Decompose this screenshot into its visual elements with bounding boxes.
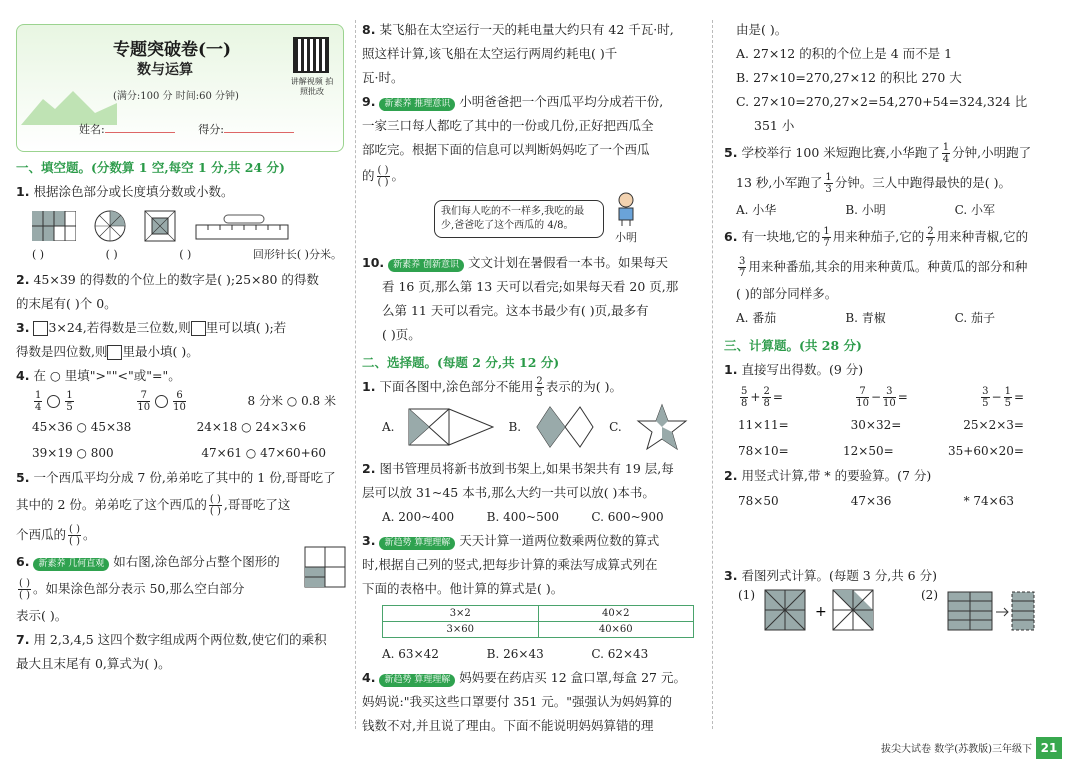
compare-item: 7 10 6 10 (137, 390, 186, 413)
question-text: 用来种茄子,它的 (832, 229, 925, 244)
question-text: 根据涂色部分或长度填分数或小数。 (33, 184, 234, 199)
column-divider (355, 20, 356, 729)
question-number: 2. (16, 272, 30, 287)
choice-6-line: ( )的部分同样多。 (736, 286, 838, 301)
question-text: 妈妈要在药店买 12 盒口罩,每盒 27 元。 (459, 670, 686, 685)
question-text: 用来种番茄,其余的用来种黄瓜。种黄瓜的部分和种 (748, 259, 1028, 274)
column-middle (362, 18, 696, 738)
calc-item[interactable]: 3 5 − 1 5 = (982, 386, 1024, 409)
choice-2 (362, 457, 696, 481)
question-text: ,哥哥吃了这 (223, 497, 291, 512)
square-fraction-figures (763, 588, 893, 636)
calc-row (724, 412, 1064, 438)
question-text: 有一块地,它的 (741, 229, 821, 244)
question-text: 图书管理员将新书放到书架上,如果书架共有 19 层,每 (379, 461, 674, 476)
question-text: 用竖式计算,带 * 的要验算。(7 分) (741, 468, 932, 483)
question-text: 其中的 2 份。弟弟吃了这个西瓜的 (16, 497, 207, 512)
question-3-line (16, 340, 346, 364)
compare-item[interactable]: 39×19 ○ 800 (32, 446, 114, 460)
speech-bubble: 我们每人吃的不一样多,我吃的最少,爸爸吃了这个西瓜的 4/8。 (434, 200, 604, 238)
boy-name: 小明 (615, 231, 637, 244)
question-7-line: 最大且末尾有 0,算式为( )。 (16, 656, 171, 671)
question-text: 13 秒,小军跑了 (736, 175, 823, 190)
bar-fraction-figures (946, 588, 1046, 636)
name-score-row (79, 121, 314, 137)
skill-tag: 新趋势 算理理解 (379, 674, 455, 687)
column-divider (712, 20, 713, 729)
question-text: 某飞船在太空运行一天的耗电量大约只有 42 千瓦·时, (379, 22, 674, 37)
table-row (383, 606, 694, 622)
fraction-blank[interactable]: ( ) ( ) (209, 494, 221, 517)
name-label: 姓名: (79, 123, 105, 136)
question-text: 里可以填( );若 (205, 320, 287, 335)
question-8-line: 瓦·时。 (362, 70, 404, 85)
compare-item[interactable]: 24×18 ○ 24×3×6 (196, 420, 306, 434)
calc-row (724, 488, 1064, 564)
calc-3 (724, 564, 1064, 588)
page-number: 21 (1036, 737, 1062, 759)
question-number: 9. (362, 94, 376, 109)
section-title: 一、填空题。(分数算 1 空,每空 1 分,共 24 分) (16, 160, 285, 175)
section-title: 三、计算题。(共 28 分) (724, 338, 862, 353)
option[interactable]: B. 26×43 (486, 647, 544, 661)
question-number: 5. (724, 145, 738, 160)
question-text: 在 ○ 里填">""<"或"="。 (33, 368, 181, 383)
question-text: 。如果涂色部分表示 50,那么空白部分 (32, 581, 245, 596)
choice-3-line: 时,根据自己列的竖式,把每步计算的乘法写成算式列在 (362, 557, 658, 572)
table-cell: 40×2 (538, 606, 694, 622)
answer-blank[interactable]: ( ) (105, 248, 118, 261)
question-10 (362, 251, 696, 275)
blank-box[interactable] (33, 321, 48, 336)
score-label: 得分: (198, 123, 224, 136)
calc-item[interactable]: 78×10= (738, 444, 789, 458)
question-5 (16, 466, 346, 490)
calc-item[interactable]: 25×2×3= (963, 418, 1024, 432)
calc-item[interactable]: 12×50= (843, 444, 894, 458)
question-9-line: 的 ( ) ( ) 。 (362, 165, 405, 188)
compare-item[interactable]: 45×36 ○ 45×38 (32, 420, 132, 434)
question-9-line: 一家三口每人都吃了其中的一份或几份,正好把西瓜全 (362, 118, 654, 133)
question-number: 1. (16, 184, 30, 199)
option-label[interactable]: A. (382, 420, 395, 434)
option-label[interactable]: B. (508, 420, 522, 434)
q9-dialog (362, 192, 696, 245)
skill-tag: 新素养 几何直观 (33, 558, 109, 571)
question-text: 得数是四位数,则 (16, 344, 108, 359)
question-text: 里最小填( )。 (122, 344, 199, 359)
question-text: 45×39 的得数的个位上的数字是( );25×80 的得数 (33, 272, 319, 287)
question-text: 的 (362, 168, 375, 183)
exam-meta: (满分:100 分 时间:60 分钟) (113, 91, 239, 102)
compare-circle[interactable] (47, 395, 60, 408)
option[interactable]: C. 小军 (954, 203, 996, 217)
question-text: 一个西瓜平均分成 7 份,弟弟吃了其中的 1 份,哥哥吃了 (33, 470, 336, 485)
calc-item[interactable]: 5 8 + 2 8 = (741, 386, 783, 409)
calc-item[interactable]: 47×36 (850, 494, 892, 508)
question-6-line (16, 574, 346, 604)
choice-4 (362, 666, 696, 690)
question-10-line: ( )页。 (382, 327, 421, 342)
option[interactable]: C. 27×10=270,27×2=54,270+54=324,324 比 (736, 94, 1028, 109)
question-text: 用 2,3,4,5 这四个数字组成两个两位数,使它们的乘积 (33, 632, 327, 647)
choice-2-options (362, 505, 696, 529)
option[interactable]: B. 27×10=270,27×12 的积比 270 大 (736, 70, 962, 85)
compare-item[interactable]: 47×61 ○ 47×60+60 (201, 446, 326, 460)
blank-box[interactable] (107, 345, 122, 360)
question-9 (362, 90, 696, 114)
fraction-blank[interactable]: ( ) ( ) (69, 524, 80, 547)
question-text: 直接写出得数。(9 分) (741, 362, 864, 377)
question-number: 5. (16, 470, 30, 485)
qr-code-icon[interactable] (293, 37, 329, 73)
shape-a (408, 408, 494, 446)
ruler-figure (194, 211, 290, 241)
option[interactable]: C. 600~900 (591, 510, 664, 524)
part-label: (2) (921, 588, 938, 602)
choice-1-figures (382, 403, 696, 451)
question-text: 。 (83, 527, 96, 542)
question-text: 表示的为( )。 (545, 379, 623, 394)
choice-3-line: 下面的表格中。他计算的算式是( )。 (362, 581, 564, 596)
question-number: 7. (16, 632, 30, 647)
answer-blank[interactable]: ( ) (179, 248, 192, 261)
question-9-line: 部吃完。根据下面的信息可以判断妈妈吃了一个西瓜 (362, 142, 650, 157)
compare-row (16, 388, 346, 414)
compare-item[interactable]: 8 分米 ○ 0.8 米 (247, 394, 336, 408)
score-field[interactable] (224, 132, 294, 133)
skill-tag: 新素养 创新意识 (388, 259, 464, 272)
table-cell: 3×60 (383, 622, 539, 638)
footer-text: 拔尖大试卷 数学(苏教版)三年级下 (881, 744, 1032, 755)
question-text: 分钟,小明跑了 (952, 145, 1032, 160)
choice-5-options (724, 198, 1064, 222)
choice-4-line: 妈妈说:"我买这些口罩要付 351 元。"强强认为妈妈算的 (362, 694, 673, 709)
question-number: 2. (724, 468, 738, 483)
question-number: 3. (362, 533, 376, 548)
calc-item[interactable]: 35+60×20= (948, 444, 1024, 458)
table-cell: 40×60 (538, 622, 694, 638)
question-number: 10. (362, 255, 385, 270)
choice-1: 1. 下面各图中,涂色部分不能用 2 5 表示的为( )。 (362, 376, 623, 399)
compare-circle[interactable] (155, 395, 168, 408)
question-number: 1. (362, 379, 376, 394)
question-8-line: 照这样计算,该飞船在太空运行两周约耗电( )千 (362, 46, 618, 61)
question-number: 6. (16, 554, 30, 569)
question-2 (16, 268, 346, 292)
calc-item[interactable]: * 74×63 (963, 494, 1014, 508)
question-number: 3. (16, 320, 30, 335)
column-right (724, 18, 1064, 636)
mountain-illustration (21, 85, 117, 125)
option[interactable]: B. 青椒 (845, 311, 886, 325)
question-text: 天天计算一道两位数乘两位数的算式 (459, 533, 660, 548)
question-7 (16, 628, 346, 652)
question-5-line (16, 520, 346, 550)
calc-item[interactable]: 11×11= (738, 418, 789, 432)
table-row (383, 622, 694, 638)
choice-6: 6. 有一块地,它的 1 7 用来种茄子,它的 2 7 用来种青椒,它的 (724, 226, 1029, 249)
fraction-blank[interactable]: ( ) ( ) (19, 578, 30, 601)
question-8 (362, 18, 696, 42)
option[interactable]: A. 小华 (736, 203, 777, 217)
option[interactable]: A. 200~400 (382, 510, 455, 524)
blank-box[interactable] (191, 321, 206, 336)
option-label[interactable]: C. (609, 420, 622, 434)
question-text: 用来种青椒,它的 (936, 229, 1029, 244)
calc-3-figures (724, 588, 1064, 636)
answer-blank[interactable]: 回形针长( )分米。 (252, 248, 342, 261)
option[interactable]: C. 茄子 (954, 311, 996, 325)
option[interactable]: A. 63×42 (382, 647, 439, 661)
square-grid-figure (304, 546, 346, 588)
q1-figures (32, 210, 346, 242)
choice-4-line: 钱数不对,并且说了理由。下面不能说明妈妈算错的理 (362, 718, 654, 733)
grid-figure (32, 211, 76, 241)
question-text: 分钟。三人中跑得最快的是( )。 (834, 175, 1011, 190)
part-label: (1) (738, 588, 755, 602)
option[interactable]: C. 62×43 (591, 647, 649, 661)
star-shape (636, 403, 688, 451)
question-text: 如右图,涂色部分占整个图形的 (113, 554, 280, 569)
question-text: 小明爸爸把一个西瓜平均分成若干份, (459, 94, 664, 109)
question-text: 下面各图中,涂色部分不能用 (379, 379, 534, 394)
question-text: 文文计划在暑假看一本书。如果每天 (468, 255, 669, 270)
compare-row (16, 414, 346, 440)
svg-text:+: + (815, 604, 827, 620)
choice-5: 5. 学校举行 100 米短跑比赛,小华跑了 1 4 分钟,小明跑了 (724, 142, 1032, 165)
compare-row (16, 440, 346, 466)
option[interactable]: A. 27×12 的积的个位上是 4 而不是 1 (736, 46, 953, 61)
question-6 (16, 550, 346, 574)
option[interactable]: B. 400~500 (486, 510, 559, 524)
question-10-line: 么第 11 天可以看完。这本书最少有( )页,最多有 (382, 303, 649, 318)
question-number: 6. (724, 229, 738, 244)
choice-4-line: 由是( )。 (736, 22, 788, 37)
shape-b (535, 405, 595, 449)
option-continued: 351 小 (754, 118, 795, 133)
question-text: 个西瓜的 (16, 527, 67, 542)
question-number: 1. (724, 362, 738, 377)
skill-tag: 新趋势 算理理解 (379, 537, 455, 550)
choice-2-line: 层可以放 31~45 本书,那么大约一共可以放( )本书。 (362, 485, 655, 500)
question-1 (16, 180, 346, 204)
calc-item[interactable]: 30×32= (850, 418, 902, 432)
question-3 (16, 316, 346, 340)
question-5-line (16, 490, 346, 520)
question-text: 学校举行 100 米短跑比赛,小华跑了 (741, 145, 940, 160)
fraction-blank[interactable]: ( ) ( ) (377, 165, 389, 188)
option[interactable]: A. 番茄 (736, 311, 777, 325)
circle-figure (94, 210, 126, 242)
calc-row (724, 382, 1064, 412)
calc-item[interactable]: 7 10 − 3 10 = (856, 386, 908, 409)
square-figure (144, 210, 176, 242)
page-title: 专题突破卷(一) (113, 40, 232, 60)
choice-5-line: 13 秒,小军跑了 1 3 分钟。三人中跑得最快的是( )。 (736, 172, 1011, 195)
question-number: 3. (724, 568, 738, 583)
boy-figure (614, 192, 638, 245)
calc-row (724, 438, 1064, 464)
calc-table (382, 605, 694, 638)
column-left (16, 18, 346, 676)
choice-6-line: 3 7 用来种番茄,其余的用来种黄瓜。种黄瓜的部分和种 (739, 256, 1028, 279)
question-number: 4. (16, 368, 30, 383)
name-field[interactable] (105, 132, 175, 133)
question-text: 3×24,若得数是三位数,则 (48, 320, 191, 335)
question-number: 4. (362, 670, 376, 685)
compare-item: 1 4 1 5 (35, 390, 73, 413)
question-10-line: 看 16 页,那么第 13 天可以看完;如果每天看 20 页,那 (382, 279, 679, 294)
calc-2 (724, 464, 1064, 488)
boy-icon (614, 192, 638, 226)
question-4 (16, 364, 346, 388)
question-number: 2. (362, 461, 376, 476)
calc-1 (724, 358, 1064, 382)
answer-blank[interactable]: ( ) (32, 248, 45, 261)
choice-3 (362, 529, 696, 553)
question-2-line: 的末尾有( )个 0。 (16, 296, 117, 311)
choice-3-options (362, 642, 696, 666)
question-number: 8. (362, 22, 376, 37)
question-6-line: 表示( )。 (16, 608, 68, 623)
option[interactable]: B. 小明 (845, 203, 886, 217)
calc-item[interactable]: 78×50 (738, 494, 779, 508)
choice-6-options (724, 306, 1064, 330)
header-box (16, 24, 344, 152)
qr-caption: 讲解视频 拍照批改 (290, 77, 334, 96)
page-subtitle: 数与运算 (137, 62, 193, 78)
section-title: 二、选择题。(每题 2 分,共 12 分) (362, 355, 560, 370)
table-cell: 3×2 (383, 606, 539, 622)
question-text: 看图列式计算。(每题 3 分,共 6 分) (741, 568, 937, 583)
skill-tag: 新素养 推理意识 (379, 98, 455, 111)
q1-blanks (16, 242, 346, 268)
